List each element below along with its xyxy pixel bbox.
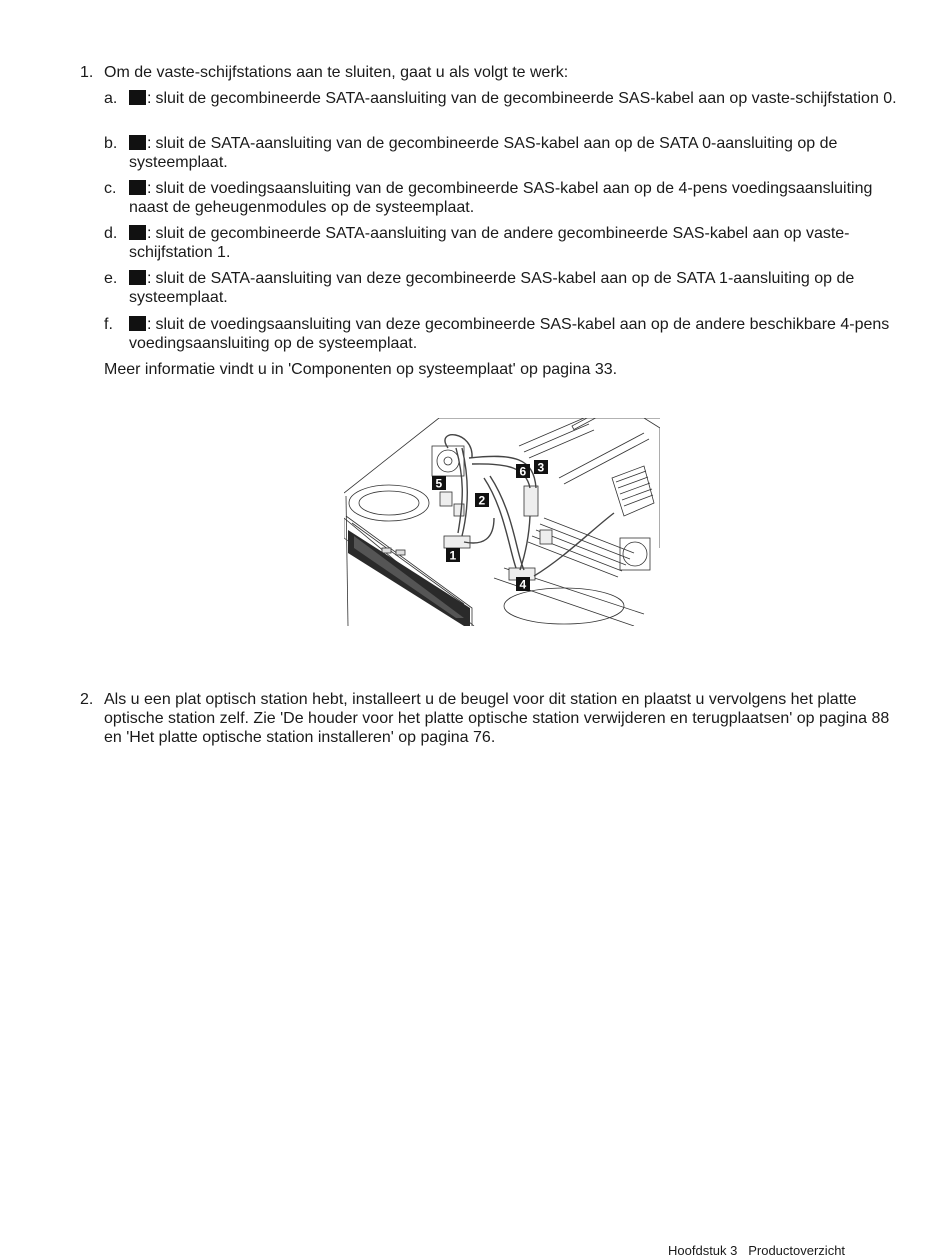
colon: :	[147, 135, 152, 152]
callout-4-label: 4	[519, 577, 527, 592]
substep-letter: b.	[104, 135, 118, 152]
callout-marker	[129, 90, 146, 105]
callout-marker	[129, 180, 146, 195]
substep-body	[129, 224, 899, 262]
colon: :	[147, 316, 152, 333]
substep-text: sluit de gecombineerde SATA-aansluiting van de andere gecombineerde SAS-kabel aan op vaste-schijfstation 1.	[129, 225, 850, 261]
callout-2	[475, 493, 489, 508]
footer-chapter: Hoofdstuk 3	[668, 1243, 738, 1258]
callout-2-label: 2	[478, 493, 486, 508]
footer-title: Productoverzicht	[748, 1243, 846, 1258]
callout-marker	[129, 135, 146, 150]
substep-body	[129, 315, 899, 353]
callout-6	[516, 464, 530, 479]
callout-3-label: 3	[537, 460, 545, 475]
substep-body	[129, 269, 899, 307]
callout-5-label: 5	[435, 476, 443, 491]
substep-letter: c.	[104, 180, 117, 197]
substep-text: sluit de gecombineerde SATA-aansluiting van de gecombineerde SAS-kabel aan op vaste-schijfstation 0.	[155, 90, 897, 107]
substep-body	[129, 134, 899, 172]
substep-letter: e.	[104, 270, 118, 287]
callout-6-label: 6	[519, 464, 527, 479]
substep-text: sluit de SATA-aansluiting van de gecombineerde SAS-kabel aan op de SATA 0-aansluiting op de systeemplaat.	[129, 135, 838, 171]
substep-text: sluit de voedingsaansluiting van de gecombineerde SAS-kabel aan op de 4-pens voedingsaansluiting naast de geheugenmodules op de systeemplaat.	[129, 180, 873, 216]
step-number: 2.	[80, 691, 94, 708]
callout-1	[446, 548, 460, 563]
colon: :	[147, 270, 152, 287]
callout-marker	[129, 270, 146, 285]
step-text: Als u een plat optisch station hebt, installeert u de beugel voor dit station en plaatst u vervolgens het platte optische station zelf. Zie 'De houder voor het platte optische station verwijderen en terugplaatsen' op pagina 88 en 'Het platte optische station installeren' op pagina 76.	[104, 691, 890, 746]
substep-letter: a.	[104, 90, 118, 107]
page-footer	[668, 1241, 845, 1260]
step-number: 1.	[80, 64, 94, 81]
cable-routing-illustration	[344, 418, 660, 626]
callout-5	[432, 476, 446, 491]
colon: :	[147, 225, 152, 242]
substep-text: sluit de SATA-aansluiting van deze gecombineerde SAS-kabel aan op de SATA 1-aansluiting op de systeemplaat.	[129, 270, 855, 306]
server-chassis-drawing	[344, 418, 660, 626]
substep-text: sluit de voedingsaansluiting van deze gecombineerde SAS-kabel aan op de andere beschikbare 4-pens voedingsaansluiting op de systeemplaat.	[129, 316, 890, 352]
substep-body	[129, 179, 899, 217]
substep-letter: d.	[104, 225, 118, 242]
substep-body	[129, 89, 899, 108]
callout-3	[534, 460, 548, 475]
callout-1-label: 1	[449, 548, 457, 563]
callout-4	[516, 577, 530, 592]
reference-note: Meer informatie vindt u in 'Componenten op systeemplaat' op pagina 33.	[104, 361, 618, 378]
colon: :	[147, 180, 152, 197]
colon: :	[147, 90, 152, 107]
step-text: Om de vaste-schijfstations aan te sluiten, gaat u als volgt te werk:	[104, 64, 569, 81]
callout-marker	[129, 316, 146, 331]
substep-letter: f.	[104, 316, 113, 333]
callout-marker	[129, 225, 146, 240]
